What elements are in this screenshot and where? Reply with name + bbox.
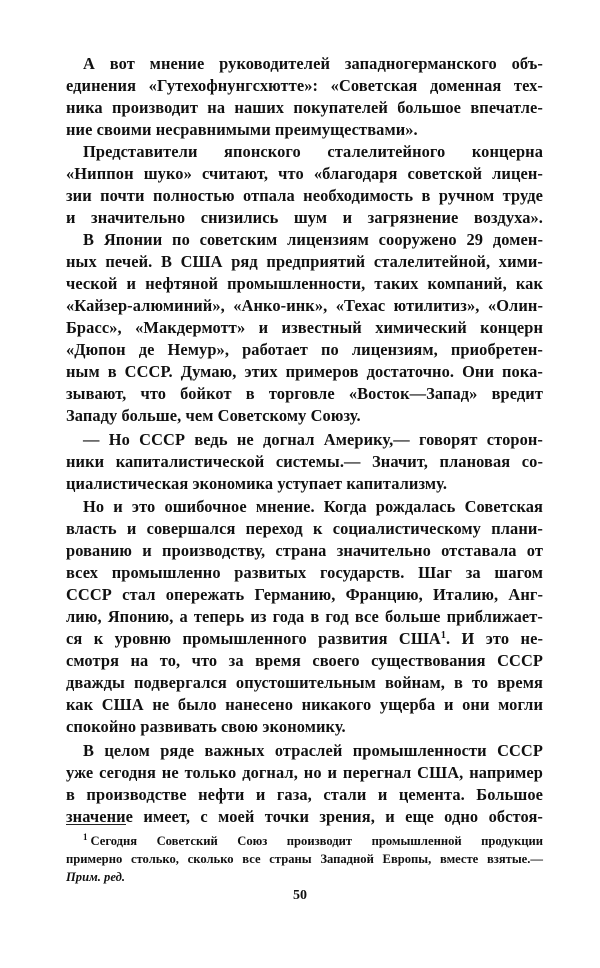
text-line: зывают, что бойкот в торговле «Восток—Запад» вредит <box>66 384 543 403</box>
text-line: ние своими несравнимыми преимуществами». <box>66 120 418 139</box>
text-line: «Дюпон де Немур», работает по лицензиям, приобретен- <box>66 340 543 359</box>
text-fragment: ся к уровню промышленного развития США <box>66 629 441 648</box>
text-line: рованию и производству, страна значительно отставала от <box>66 541 543 560</box>
text-line: Но и это ошибочное мнение. Когда рождалась Советская <box>83 497 543 516</box>
text-line: В Японии по советским лицензиям сооружено 29 домен- <box>83 230 543 249</box>
text-line: — Но СССР ведь не догнал Америку,— говорят сторон- <box>83 430 543 449</box>
footnote-ref: 1 <box>440 630 446 641</box>
text-line: всех промышленно развитых государств. Шаг за шагом <box>66 563 543 582</box>
text-line: как США не было нанесено никакого ущерба и они могли <box>66 695 543 714</box>
text-line: ческой и нефтяной промышленности, таких компаний, как <box>66 274 543 293</box>
page-number: 50 <box>293 888 307 903</box>
text-line: лию, Японию, а теперь из года в год все больше приближает- <box>66 607 543 626</box>
text-line: ным в СССР. Думаю, этих примеров достаточно. Они пока- <box>66 362 543 381</box>
text-line: уже сегодня не только догнал, но и перегнал США, например <box>66 763 543 782</box>
footnote-marker: 1 <box>83 832 88 842</box>
text-line: ника производит на наших покупателей большое впечатле- <box>66 98 543 117</box>
footnote-divider <box>66 824 126 825</box>
text-line: Западу больше, чем Советскому Союзу. <box>66 406 361 425</box>
text-line: и значительно снизились шум и загрязнение воздуха». <box>66 208 543 227</box>
text-line: смотря на то, что за время своего существования СССР <box>66 651 543 670</box>
text-line: власть и совершался переход к социалистическому плани- <box>66 519 543 538</box>
text-line-with-footnote <box>66 628 543 650</box>
text-line: «Ниппон шуко» считают, что «благодаря советской лицен- <box>66 164 543 183</box>
text-line: ных печей. В США ряд предприятий сталелитейной, хими- <box>66 252 543 271</box>
text-line: СССР стал опережать Германию, Францию, Италию, Анг- <box>66 585 543 604</box>
text-line: Представители японского сталелитейного концерна <box>83 142 543 161</box>
text-line: Брасс», «Макдермотт» и известный химический концерн <box>66 318 543 337</box>
text-line: зии почти полностью отпала необходимость в ручном труде <box>66 186 543 205</box>
text-line: дважды подвергался опустошительным войнам, в то время <box>66 673 543 692</box>
text-line: циалистическая экономика уступает капитализму. <box>66 474 448 493</box>
text-line: В целом ряде важных отраслей промышленности СССР <box>83 741 543 760</box>
footnote-line: Прим. ред. <box>66 870 125 884</box>
text-line: спокойно развивать свою экономику. <box>66 717 346 736</box>
text-line: ники капиталистической системы.— Значит, плановая со- <box>66 452 543 471</box>
text-line: в производстве нефти и газа, стали и цемента. Большое <box>66 785 543 804</box>
text-line: А вот мнение руководителей западногерманского объ- <box>83 54 543 73</box>
footnote-line: примерно столько, сколько все страны Западной Европы, вместе взятые.— <box>66 852 543 866</box>
text-line: «Кайзер-алюминий», «Анко-инк», «Техас ютилитиз», «Олин- <box>66 296 543 315</box>
text-line: единения «Гутехофнунгсхютте»: «Советская доменная тех- <box>66 76 543 95</box>
text-line: значение имеет, с моей точки зрения, и еще одно обстоя- <box>66 807 543 826</box>
text-fragment: . И это не- <box>445 629 544 648</box>
footnote-text: Сегодня Советский Союз производит промышленной продукции <box>90 834 543 848</box>
footnote-line <box>83 832 543 850</box>
